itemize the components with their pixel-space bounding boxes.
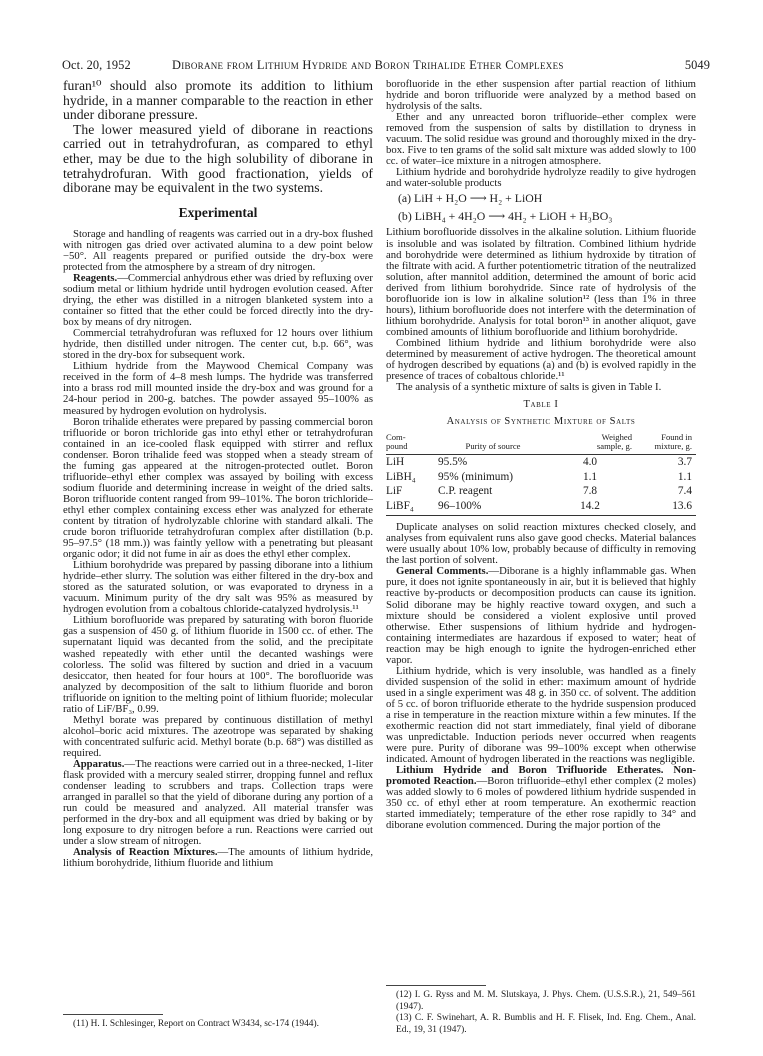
- exp-paragraph-reagents: [63, 273, 373, 328]
- paragraph-hydrolyze: Lithium hydride and borohydride hydrolyze readily to give hydrogen and water-soluble products: [386, 166, 696, 190]
- footnote-rule: [63, 1014, 163, 1015]
- right-column: [386, 79, 696, 831]
- nonpromoted-text: —Boron trifluoride–ethyl ether complex (2 moles) was added slowly to 6 moles of powdered lithium hydride suspended in 350 cc. of ethyl ether at room temperature. An exothermic reaction started immediately; temperature of the ether rose rapidly to 34° and diborane evolution commenced. During the major portion of the: [386, 775, 696, 832]
- intro-paragraph-2: The lower measured yield of diborane in reactions carried out in tetrahydrofuran, as compared to ethyl ether, may be due to the high solubility of diborane in tetrahydrofuran. With good fractionation, yields of diborane may be equivalent in the two systems.: [63, 121, 373, 196]
- cell-found: 13.6: [632, 499, 696, 516]
- paragraph-general: [386, 566, 696, 665]
- exp-paragraph-analysis: [63, 847, 373, 869]
- section-heading-experimental: Experimental: [178, 204, 258, 220]
- cell-compound: LiF: [386, 485, 403, 498]
- cell-purity: 95.5%: [438, 456, 468, 469]
- table-header-weighed: Weighed sample, g.: [548, 431, 632, 455]
- run-in-head-general: General Comments.: [396, 565, 489, 578]
- cell-weighed: 4.0: [582, 456, 598, 469]
- exp-paragraph-libf4: Lithium borofluoride was prepared by saturating with boron fluoride gas a suspension of 450 g. of lithium fluoride in 1500 cc. of ether. The supernatant liquid was decanted from the solid, and the precipitate washed repeatedly with ether until the decanted washings were colorless. The solid was filtered by suction and dried in a vacuum desiccator, then heated for four hours at 100°. The borofluoride was analyzed by decomposition of the salt to lithium fluoride and boron trifluoride on ignition to the melting point of lithium fluoride; molecular ratio of LiF/BF₃, 0.99.: [63, 614, 373, 715]
- table-caption: Analysis of Synthetic Mixture of Salts: [446, 416, 636, 428]
- apparatus-text: —The reactions were carried out in a three-necked, 1-liter flask provided with a mercury sealed stirrer, dropping funnel and reflux condenser leading to scrubbers and traps. Collection traps were arranged in parallel so that the yield of diborane during any portion of a run could be measured and analyzed. All material transfer was performed in the dry-box and all equipment was dried by baking or by long exposure to dry nitrogen before a run. Reactions were carried out under a slow stream of nitrogen.: [63, 758, 373, 848]
- paragraph-duplicate: Duplicate analyses on solid reaction mixtures checked closely, and analyses from equivalent runs also gave good checks. Material balances were usually about 10% low, probably because of difficulty in removing the last portion of solvent.: [386, 521, 696, 567]
- table-row: [386, 470, 696, 485]
- footnote-13: (13) C. F. Swinehart, A. R. Bumblis and H. F. Flisek, Ind. Eng. Chem., Anal. Ed., 19, 31 (1947).: [396, 1013, 696, 1035]
- table-row: [386, 484, 696, 499]
- analysis-text: —The amounts of lithium hydride, lithium borohydride, lithium fluoride and lithium: [63, 846, 374, 870]
- paragraph-active-hydrogen: Combined lithium hydride and lithium borohydride were also determined by measurement of active hydrogen. The theoretical amount of hydrogen described by equations (a) and (b) is evolved rapidly in the presence of traces of cobaltous chloride.¹¹: [386, 336, 696, 383]
- paragraph-nonpromoted: [386, 765, 696, 831]
- cell-weighed: 7.8: [582, 485, 598, 498]
- header-title: Diborane from Lithium Hydride and Boron Trihalide Ether Complexes: [172, 58, 564, 72]
- cell-weighed: 1.1: [582, 470, 598, 483]
- left-column: [63, 79, 373, 869]
- cell-purity: C.P. reagent: [438, 485, 493, 498]
- paragraph-borofluoride: Lithium borofluoride dissolves in the alkaline solution. Lithium fluoride is insoluble and was isolated by filtration. Combined lithium hydride and borohydride were determined as lithium hydroxide by titration of the filtrate with acid. A further potentiometric titration of the neutralized solution, after mannitol addition, determined the amount of boric acid derived from lithium borohydride. Since rate of hydrolysis of the borofluoride ion is low in alkaline solution¹² (less than 1% in three hours), lithium borofluoride does not interfere with the determination of lithium borohydride. Analysis for total boron¹³ in another aliquot, gave combined amounts of lithium borofluoride and lithium borohydride.: [386, 226, 696, 338]
- cell-found: 3.7: [677, 456, 692, 469]
- footnote-11: (11) H. I. Schlesinger, Report on Contract W3434, sc-174 (1944).: [73, 1019, 319, 1029]
- data-table: [386, 431, 696, 516]
- exp-paragraph-lih: Lithium hydride from the Maywood Chemical Company was received in the form of 4–8 mesh lumps. The hydride was transferred into a brass rod mill mounted inside the dry-box and was ground for a 24-hour period in 200-g. batches. The powder assayed 95–100% as measured by hydrogen evolution on hydrolysis.: [63, 360, 373, 417]
- general-text: —Diborane is a highly inflammable gas. When pure, it does not ignite spontaneously in air, but it is believed that highly reactive by-products or decomposition products can cause its ignition. Solid diborane may be highly reactive toward oxygen, and such a mixture should be considered a violent explosive until proved otherwise. Ether suspensions of lithium hydride and hydrogen-containing intermediates are hazardous if exposed to water; heat of reaction may be high enough to ignite the hydrogen-enriched ether vapor.: [386, 565, 696, 666]
- table-1: [386, 399, 696, 516]
- header-date: Oct. 20, 1952: [62, 58, 131, 72]
- table-header-found: Found in mixture, g.: [632, 431, 696, 455]
- equation-b: (b) LiBH₄ + 4H₂O ⟶ 4H₂ + LiOH + H₃BO₃: [398, 209, 613, 224]
- exp-paragraph-methyl-borate: Methyl borate was prepared by continuous distillation of methyl alcohol–boric acid mixtures. The azeotrope was separated by shaking with concentrated sulfuric acid. Methyl borate (b.p. 68°) was distilled as required.: [63, 713, 373, 759]
- run-in-head-nonpromoted: Lithium Hydride and Boron Trifluoride Etherates. Non-promoted Reaction.: [386, 764, 696, 788]
- reagents-text: —Commercial anhydrous ether was dried by refluxing over sodium metal or lithium hydride until hydrogen evolution ceased. After drying, the ether was distilled in a nitrogen blanketed system into a container so fitted that the ether could be forced directly into the dry-box by means of dry nitrogen.: [63, 271, 373, 329]
- table-header-compound: Com- pound: [386, 431, 438, 455]
- exp-paragraph-storage: Storage and handling of reagents was carried out in a dry-box flushed with nitrogen gas dried over activated alumina to a dew point below −50°. All reagents prepared or purified outside the dry-box were protected from the atmosphere by a stream of dry nitrogen.: [63, 227, 373, 273]
- paragraph-lithium-hydride: Lithium hydride, which is very insoluble, was handled as a finely divided suspension of the solid in ether: maximum amount of hydride used in a single experiment was 48 g. in 350 cc. of solvent. The addition of 5 cc. of boron trifluoride etherate to the hydride suspension produced a rise in temperature in the reaction mixture within a few minutes. If the exothermic reaction did not start immediately, final yield of diborane was unpredictable. Induction periods never occurred when reagents were pure. Purity of diborane was 99–100% except when otherwise indicated. Amount of hydrogen liberated in the reactions was negligible.: [386, 664, 696, 766]
- exp-paragraph-boron: Boron trihalide etherates were prepared by passing commercial boron trifluoride or boron trichloride gas into ethyl ether or tetrahydrofuran contained in an ice-cooled flask equipped with stirrer and reflux condenser. Boron trihalide feed was stopped when a steady stream of the fuming gas appeared at the nitrogen-protected outlet. Boron trifluoride–ethyl ether complex was assayed by boiling with excess sodium fluoride and determining increase in weight of the dried salts. Boron trifluoride content ranged from 99–101%. The boron trichloride–ethyl ether complex containing excess ether was analyzed for etherate content by titration of hydrolyzable chlorine with standard alkali. The crude boron trifluoride tetrahydrofuran complex after distillation (b.p. 95–97.5° (18 mm.)) was faintly yellow with a penetrating but pleasant organic odor; it did not fume in air as does the ethyl ether complex.: [63, 415, 373, 561]
- run-in-head-reagents: Reagents.: [73, 271, 118, 284]
- footnotes-right: [386, 977, 696, 1036]
- table-header-row: [386, 431, 696, 455]
- table-row: [386, 499, 696, 516]
- cell-compound: LiH: [386, 456, 405, 469]
- table-row: [386, 455, 696, 470]
- exp-paragraph-apparatus: [63, 759, 373, 847]
- run-in-head-apparatus: Apparatus.: [73, 758, 125, 770]
- paragraph-removal: Ether and any unreacted boron trifluoride–ether complex were removed from the suspension of salts by distillation to dryness in vacuum. The solid residue was ground and thoroughly mixed in the dry-box. Five to ten grams of the solid salt mixture was added slowly to 100 cc. of water–ice mixture in a nitrogen atmosphere.: [386, 111, 696, 168]
- cell-found: 7.4: [677, 485, 692, 498]
- table-label: Table I: [523, 399, 559, 411]
- page-number: 5049: [684, 58, 710, 72]
- table-header-purity: Purity of source: [438, 431, 548, 455]
- cell-compound: LiBH₄: [386, 470, 416, 483]
- intro-paragraph-1: furan¹⁰ should also promote its addition to lithium hydride, in a manner comparable to the reaction in ether under diborane pressure.: [63, 78, 373, 123]
- exp-paragraph-thf: Commercial tetrahydrofuran was refluxed for 12 hours over lithium hydride, then distilled under nitrogen. The center cut, b.p. 66°, was stored in the dry-box for subsequent work.: [63, 327, 373, 362]
- footnote-rule: [386, 985, 486, 986]
- cell-found: 1.1: [677, 470, 692, 483]
- footnotes-left: [63, 1014, 373, 1031]
- exp-paragraph-libh4: Lithium borohydride was prepared by passing diborane into a lithium hydride–ether slurry. The solution was either filtered in the dry-box and stored as the saturated solution, or was evaporated to dryness in a vacuum. Minimum purity of the dry salt was 95% as measured by hydrogen evolution from a cobaltous chloride-catalyzed hydrolysis.¹¹: [63, 559, 373, 616]
- equation-a: (a) LiH + H₂O ⟶ H₂ + LiOH: [398, 191, 543, 206]
- cell-purity: 96–100%: [438, 499, 548, 516]
- run-in-head-analysis: Analysis of Reaction Mixtures.: [73, 846, 218, 859]
- paragraph-table-ref: The analysis of a synthetic mixture of salts is given in Table I.: [396, 381, 662, 394]
- analysis-continued: borofluoride in the ether suspension after partial reaction of lithium hydride and boron trifluoride were analyzed by a method based on hydrolysis of the salts.: [386, 78, 696, 113]
- footnote-12: (12) I. G. Ryss and M. M. Slutskaya, J. Phys. Chem. (U.S.S.R.), 21, 549–561 (1947).: [396, 990, 696, 1012]
- cell-weighed: 14.2: [548, 499, 632, 516]
- cell-purity: 95% (minimum): [438, 470, 513, 483]
- cell-compound: LiBF₄: [386, 499, 438, 516]
